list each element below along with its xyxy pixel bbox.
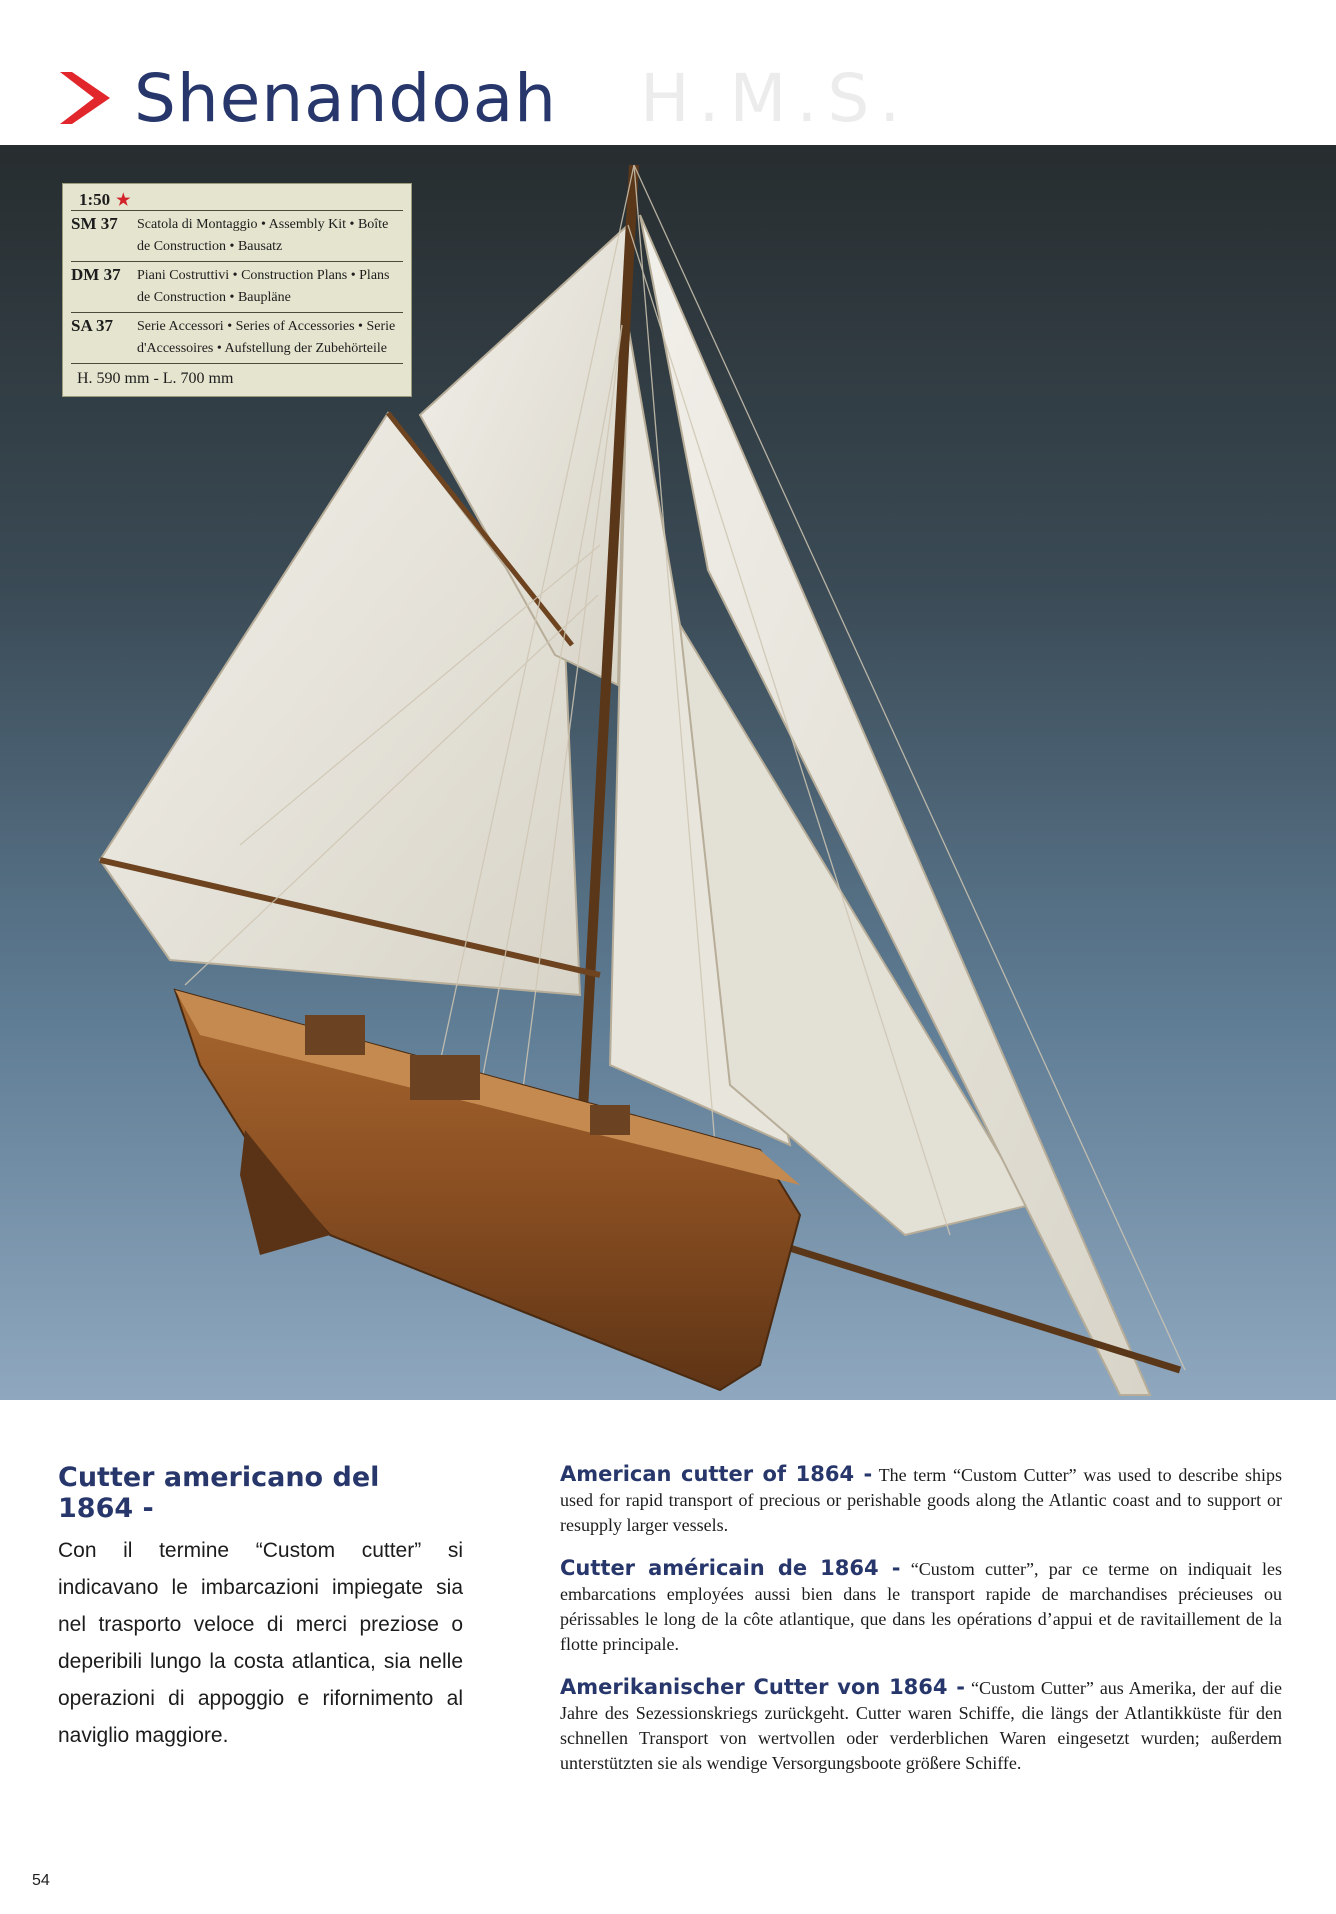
english-section [560, 1462, 1282, 1538]
spec-desc: Serie Accessori • Series of Accessories • Serie d'Accessoires • Aufstellung der Zubehörteile [137, 319, 396, 356]
german-body: “Custom Cutter” aus Amerika, der auf die Jahre des Sezessionskriegs zurückgeht. Cutter waren Schiffe, die längs der Atlantikküste für den schnellen Transport von wertvollen oder verderblichen Waren eingesetzt wurden; außerdem unterstützten sie als wendige Versorgungsboote größere Schiffe. [560, 1678, 1283, 1773]
dimensions: H. 590 mm - L. 700 mm [71, 363, 403, 388]
spec-code: DM 37 [71, 265, 121, 284]
english-heading: American cutter of 1864 - [560, 1462, 873, 1486]
spec-code: SM 37 [71, 214, 118, 233]
star-icon: ★ [116, 192, 131, 209]
ghost-title: H.M.S. [640, 60, 911, 137]
german-section [560, 1675, 1282, 1776]
italian-section [58, 1462, 463, 1754]
french-body: “Custom cutter”, par ce terme on indiquait les embarcations employées aussi bien dans le transport rapide de marchandises précieuses ou périssables le long de la côte atlantique, que dans les opérations d’appui et de ravitaillement de la flotte principale. [560, 1559, 1283, 1654]
scale-value: 1:50 [79, 190, 111, 209]
italian-body: Con il termine “Custom cutter” si indicavano le imbarcazioni impiegate sia nel trasporto veloce di merci preziose o deperibili lungo la costa atlantica, sia nelle operazioni di appoggio e rifornimento al naviglio maggiore. [58, 1539, 463, 1747]
spec-box [62, 183, 412, 397]
page-number: 54 [32, 1872, 50, 1889]
page-header [0, 0, 1336, 145]
scale-label [71, 190, 403, 210]
spec-code: SA 37 [71, 316, 114, 335]
italian-heading: Cutter americano del 1864 - [58, 1462, 380, 1524]
german-heading: Amerikanischer Cutter von 1864 - [560, 1675, 965, 1699]
english-body: The term “Custom Cutter” was used to describe ships used for rapid transport of precious or perishable goods along the Atlantic coast and to support or resupply larger vessels. [560, 1465, 1283, 1535]
spec-row [71, 210, 403, 261]
spec-row [71, 312, 403, 363]
french-section [560, 1556, 1282, 1657]
french-heading: Cutter américain de 1864 - [560, 1556, 901, 1580]
page-title: Shenandoah [134, 60, 557, 137]
chevron-right-icon [60, 72, 110, 124]
spec-desc: Piani Costruttivi • Construction Plans • Plans de Construction • Baupläne [137, 268, 390, 305]
spec-desc: Scatola di Montaggio • Assembly Kit • Boîte de Construction • Bausatz [137, 217, 389, 254]
translations-column [560, 1462, 1282, 1794]
spec-row [71, 261, 403, 312]
